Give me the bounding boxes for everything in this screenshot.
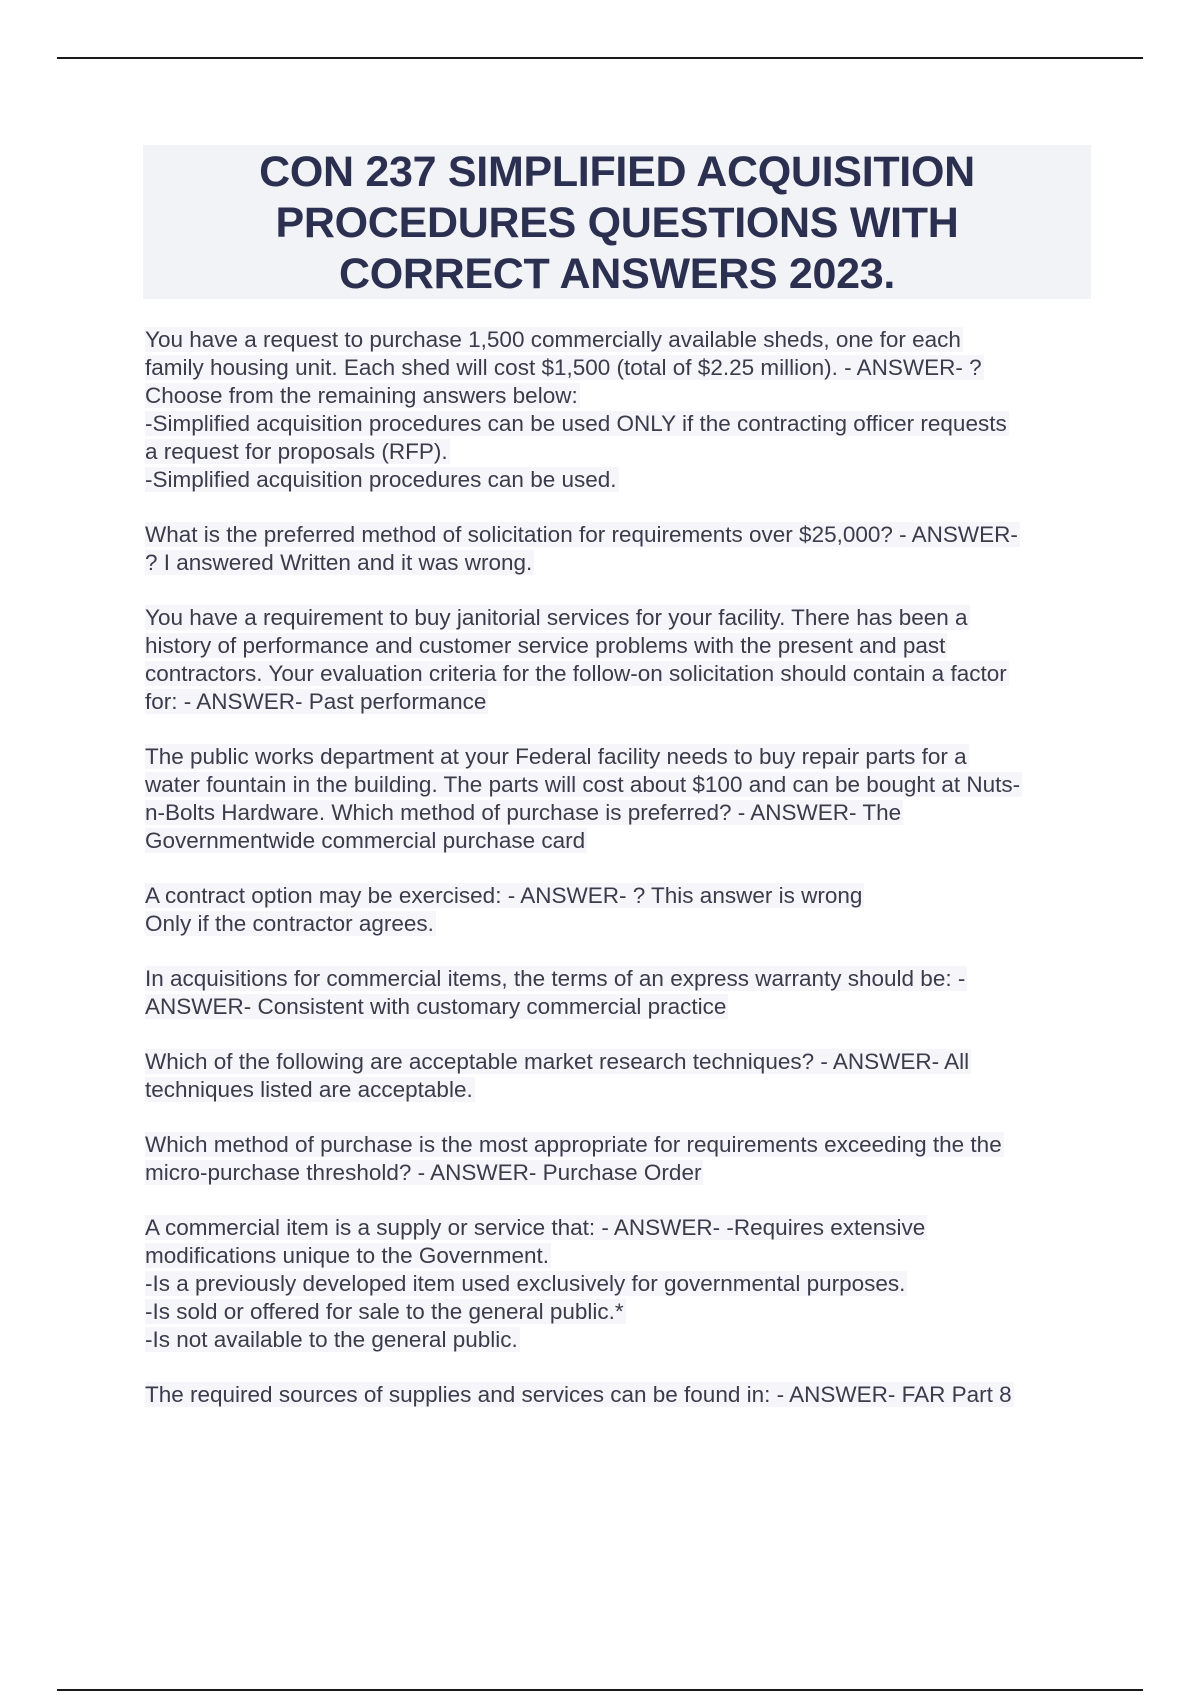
qa-line	[145, 743, 1090, 771]
qa-line-text: -Is sold or offered for sale to the general public.*	[145, 1299, 624, 1324]
qa-line-text: You have a request to purchase 1,500 commercially available sheds, one for each	[145, 327, 961, 352]
qa-line-text: techniques listed are acceptable.	[145, 1077, 473, 1102]
qa-item	[145, 1131, 1090, 1187]
qa-line	[145, 1326, 1090, 1354]
qa-line	[145, 632, 1090, 660]
qa-line-text: Choose from the remaining answers below:	[145, 383, 578, 408]
qa-line	[145, 688, 1090, 716]
qa-line	[145, 354, 1090, 382]
qa-line-text: water fountain in the building. The parts will cost about $100 and can be bought at Nuts-	[145, 772, 1021, 797]
bottom-rule	[57, 1689, 1143, 1691]
qa-line-text: In acquisitions for commercial items, the terms of an express warranty should be: -	[145, 966, 966, 991]
qa-line	[145, 326, 1090, 354]
qa-line-text: What is the preferred method of solicitation for requirements over $25,000? - ANSWER-	[145, 522, 1018, 547]
qa-line-text: modifications unique to the Government.	[145, 1243, 549, 1268]
qa-line	[145, 1214, 1090, 1242]
qa-line-text: family housing unit. Each shed will cost $1,500 (total of $2.25 million). - ANSWER- ?	[145, 355, 982, 380]
qa-line	[145, 604, 1090, 632]
qa-line	[145, 882, 1090, 910]
qa-item	[145, 604, 1090, 716]
qa-line-text: Which of the following are acceptable market research techniques? - ANSWER- All	[145, 1049, 970, 1074]
qa-item	[145, 1214, 1090, 1354]
qa-line	[145, 1298, 1090, 1326]
qa-line	[145, 1242, 1090, 1270]
qa-line-text: Which method of purchase is the most appropriate for requirements exceeding the the	[145, 1132, 1002, 1157]
qa-line-text: -Is a previously developed item used exclusively for governmental purposes.	[145, 1271, 906, 1296]
qa-line	[145, 1159, 1090, 1187]
qa-line	[145, 521, 1090, 549]
qa-item	[145, 882, 1090, 938]
qa-line	[145, 1381, 1090, 1409]
qa-line-text: a request for proposals (RFP).	[145, 439, 448, 464]
qa-line-text: Only if the contractor agrees.	[145, 911, 434, 936]
qa-line-text: The public works department at your Federal facility needs to buy repair parts for a	[145, 744, 967, 769]
qa-line	[145, 827, 1090, 855]
title-line: CON 237 SIMPLIFIED ACQUISITION	[259, 148, 975, 196]
qa-item	[145, 965, 1090, 1021]
qa-line	[145, 1131, 1090, 1159]
qa-line-text: ANSWER- Consistent with customary commercial practice	[145, 994, 727, 1019]
qa-line	[145, 1048, 1090, 1076]
qa-line-text: The required sources of supplies and services can be found in: - ANSWER- FAR Part 8	[145, 1382, 1012, 1407]
qa-line-text: contractors. Your evaluation criteria for the follow-on solicitation should contain a factor	[145, 661, 1007, 686]
qa-item	[145, 521, 1090, 577]
qa-item	[145, 326, 1090, 494]
qa-line-text: You have a requirement to buy janitorial services for your facility. There has been a	[145, 605, 968, 630]
qa-line	[145, 660, 1090, 688]
qa-line	[145, 1270, 1090, 1298]
qa-line	[145, 993, 1090, 1021]
qa-line	[145, 549, 1090, 577]
qa-line	[145, 910, 1090, 938]
qa-line	[145, 1076, 1090, 1104]
qa-line	[145, 466, 1090, 494]
top-rule	[57, 57, 1143, 59]
title-line: PROCEDURES QUESTIONS WITH	[275, 199, 959, 247]
qa-line	[145, 771, 1090, 799]
qa-line-text: -Is not available to the general public.	[145, 1327, 518, 1352]
qa-line-text: history of performance and customer service problems with the present and past	[145, 633, 946, 658]
qa-line	[145, 382, 1090, 410]
qa-line-text: A commercial item is a supply or service that: - ANSWER- -Requires extensive	[145, 1215, 926, 1240]
qa-line	[145, 799, 1090, 827]
qa-line-text: for: - ANSWER- Past performance	[145, 689, 487, 714]
qa-list	[145, 326, 1090, 1436]
qa-line-text: -Simplified acquisition procedures can be used.	[145, 467, 617, 492]
document-title	[143, 145, 1091, 299]
qa-item	[145, 1048, 1090, 1104]
qa-line-text: A contract option may be exercised: - ANSWER- ? This answer is wrong	[145, 883, 863, 908]
qa-line	[145, 438, 1090, 466]
qa-item	[145, 743, 1090, 855]
qa-line-text: Governmentwide commercial purchase card	[145, 828, 586, 853]
qa-line-text: ? I answered Written and it was wrong.	[145, 550, 533, 575]
qa-line-text: -Simplified acquisition procedures can be used ONLY if the contracting officer requests	[145, 411, 1007, 436]
title-line: CORRECT ANSWERS 2023.	[339, 250, 895, 298]
qa-line-text: micro-purchase threshold? - ANSWER- Purchase Order	[145, 1160, 702, 1185]
qa-line	[145, 410, 1090, 438]
qa-line	[145, 965, 1090, 993]
qa-item	[145, 1381, 1090, 1409]
qa-line-text: n-Bolts Hardware. Which method of purchase is preferred? - ANSWER- The	[145, 800, 902, 825]
